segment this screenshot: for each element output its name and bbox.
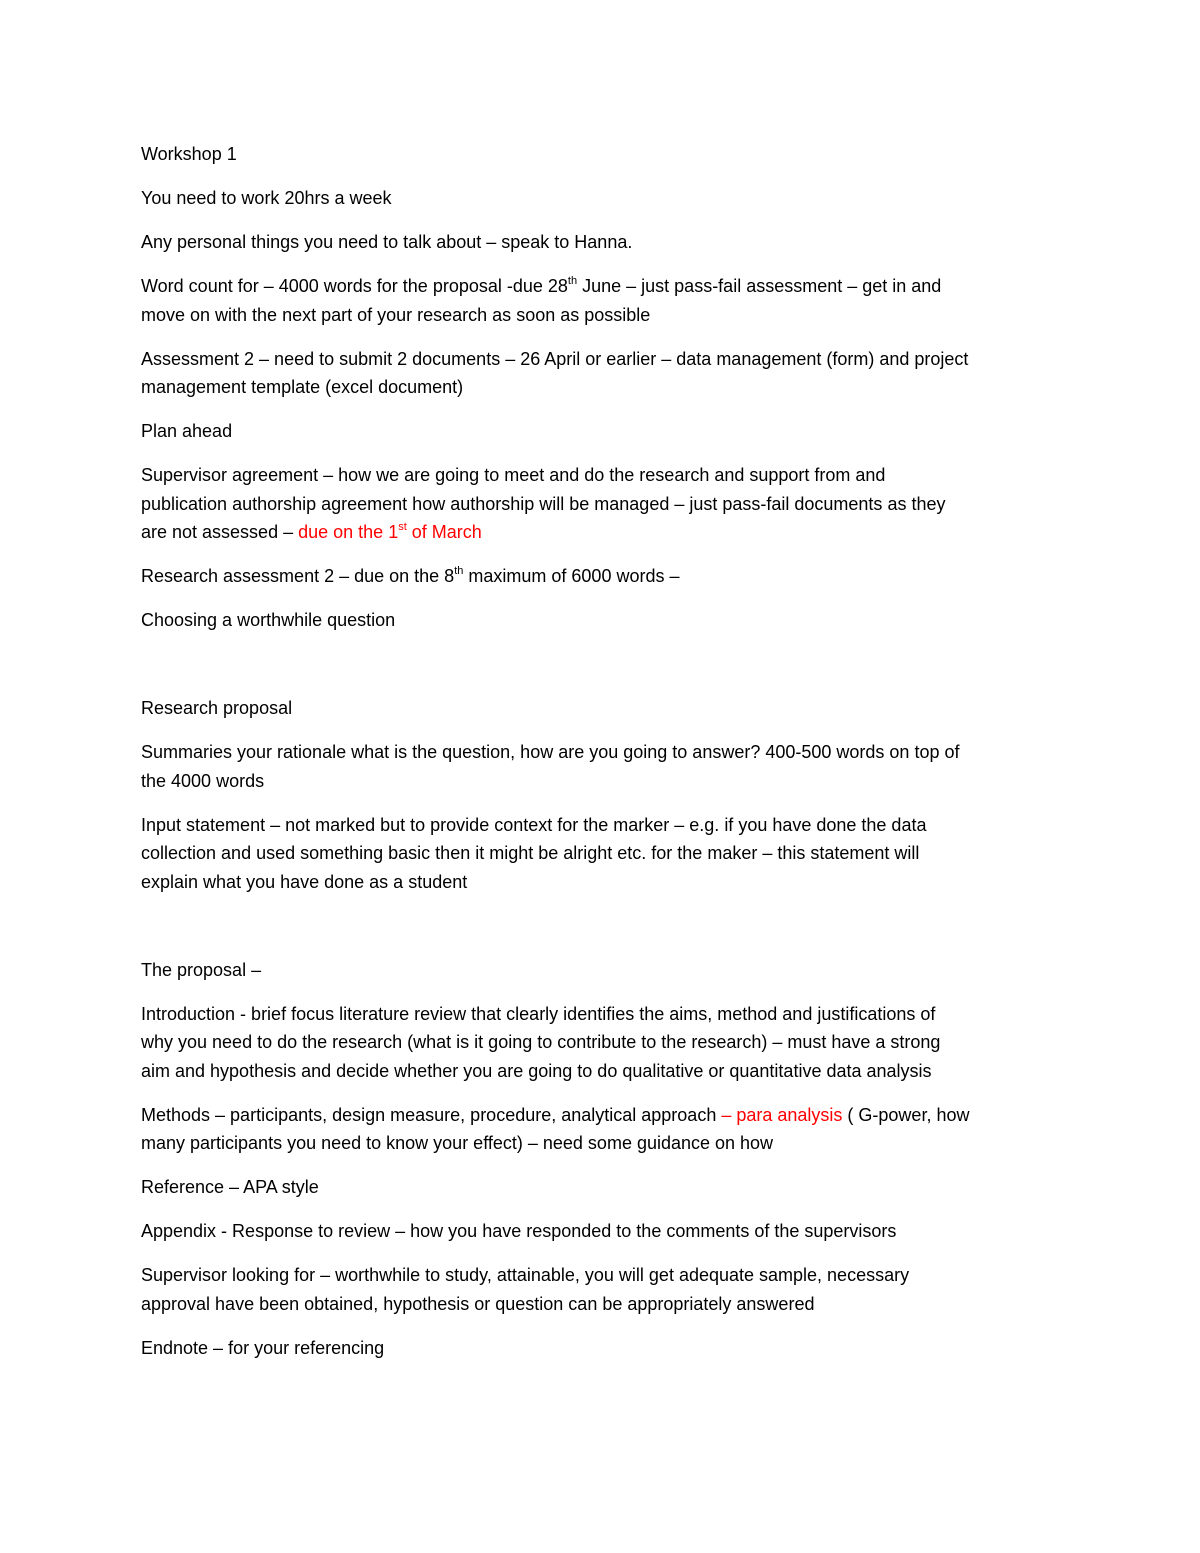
heading-workshop: Workshop 1 — [141, 144, 237, 164]
due-date-highlight-a: due on the 1 — [298, 522, 399, 542]
blank-line — [141, 650, 1061, 694]
looking-for-line1: Supervisor looking for – worthwhile to study, attainable, you will get adequate sample, necessary — [141, 1265, 910, 1285]
paragraph-plan-ahead: Plan ahead — [141, 421, 233, 441]
research-assessment-a: Research assessment 2 – due on the 8 — [141, 566, 455, 586]
paragraph-endnote: Endnote – for your referencing — [141, 1337, 385, 1358]
due-date-highlight-b: of March — [406, 522, 482, 542]
word-count-text-b: June – just pass-fail assessment – get in and — [577, 276, 942, 296]
paragraph-hours: You need to work 20hrs a week — [141, 188, 392, 208]
word-count-text-line2: move on with the next part of your research as soon as possible — [141, 304, 651, 325]
paragraph-worthwhile-question: Choosing a worthwhile question — [141, 610, 396, 630]
paragraph-personal: Any personal things you need to talk about – speak to Hanna. — [141, 232, 633, 252]
heading-the-proposal: The proposal – — [141, 959, 262, 980]
summaries-line1: Summaries your rationale what is the question, how are you going to answer? 400-500 words on top of — [141, 742, 960, 762]
assessment-line2: management template (excel document) — [141, 377, 464, 397]
paragraph-assessment-2 — [141, 345, 1061, 402]
research-assessment-b: maximum of 6000 words – — [463, 566, 680, 586]
word-count-text-a: Word count for – 4000 words for the proposal -due 28 — [141, 276, 568, 296]
introduction-line1: Introduction - brief focus literature review that clearly identifies the aims, method and justifications of — [141, 1003, 936, 1024]
paragraph-reference: Reference – APA style — [141, 1177, 319, 1197]
para-analysis-highlight: – para analysis — [721, 1104, 843, 1125]
superscript-th: th — [567, 275, 578, 287]
summaries-line2: the 4000 words — [141, 770, 265, 791]
superscript-th-2: th — [454, 565, 464, 577]
superscript-st: st — [398, 521, 407, 533]
paragraph-introduction — [141, 1000, 1061, 1086]
paragraph-methods — [141, 1101, 1061, 1158]
paragraph-supervisor-agreement — [141, 461, 1061, 547]
input-line2: collection and used something basic then it might be alright etc. for the maker – this statement will — [141, 843, 920, 863]
heading-research-proposal: Research proposal — [141, 698, 293, 718]
paragraph-research-assessment — [141, 562, 1061, 591]
document-body — [141, 140, 1061, 1378]
supervisor-line2: publication authorship agreement how authorship will be managed – just pass-fail documents as they — [141, 493, 946, 514]
paragraph-appendix: Appendix - Response to review – how you have responded to the comments of the supervisors — [141, 1221, 897, 1241]
paragraph-supervisor-looking-for — [141, 1261, 1061, 1318]
looking-for-line2: approval have been obtained, hypothesis or question can be appropriately answered — [141, 1293, 815, 1314]
input-line3: explain what you have done as a student — [141, 871, 468, 892]
introduction-line3: aim and hypothesis and decide whether you are going to do qualitative or quantitative data analysis — [141, 1060, 932, 1081]
paragraph-word-count — [141, 272, 1061, 329]
methods-line2: many participants you need to know your effect) – need some guidance on how — [141, 1133, 774, 1153]
assessment-line1: Assessment 2 – need to submit 2 documents – 26 April or earlier – data management (form) and project — [141, 348, 969, 369]
introduction-line2: why you need to do the research (what is it going to contribute to the research) – must have a strong — [141, 1032, 941, 1052]
methods-line1-a: Methods – participants, design measure, procedure, analytical approach — [141, 1104, 722, 1125]
supervisor-line1: Supervisor agreement – how we are going to meet and do the research and support from and — [141, 465, 886, 485]
paragraph-summaries — [141, 738, 1061, 795]
paragraph-input-statement — [141, 811, 1061, 897]
methods-line1-b: ( G-power, how — [842, 1104, 970, 1125]
input-line1: Input statement – not marked but to provide context for the marker – e.g. if you have done the data — [141, 814, 927, 835]
supervisor-line3: are not assessed – — [141, 522, 299, 542]
blank-line-2 — [141, 912, 1061, 956]
